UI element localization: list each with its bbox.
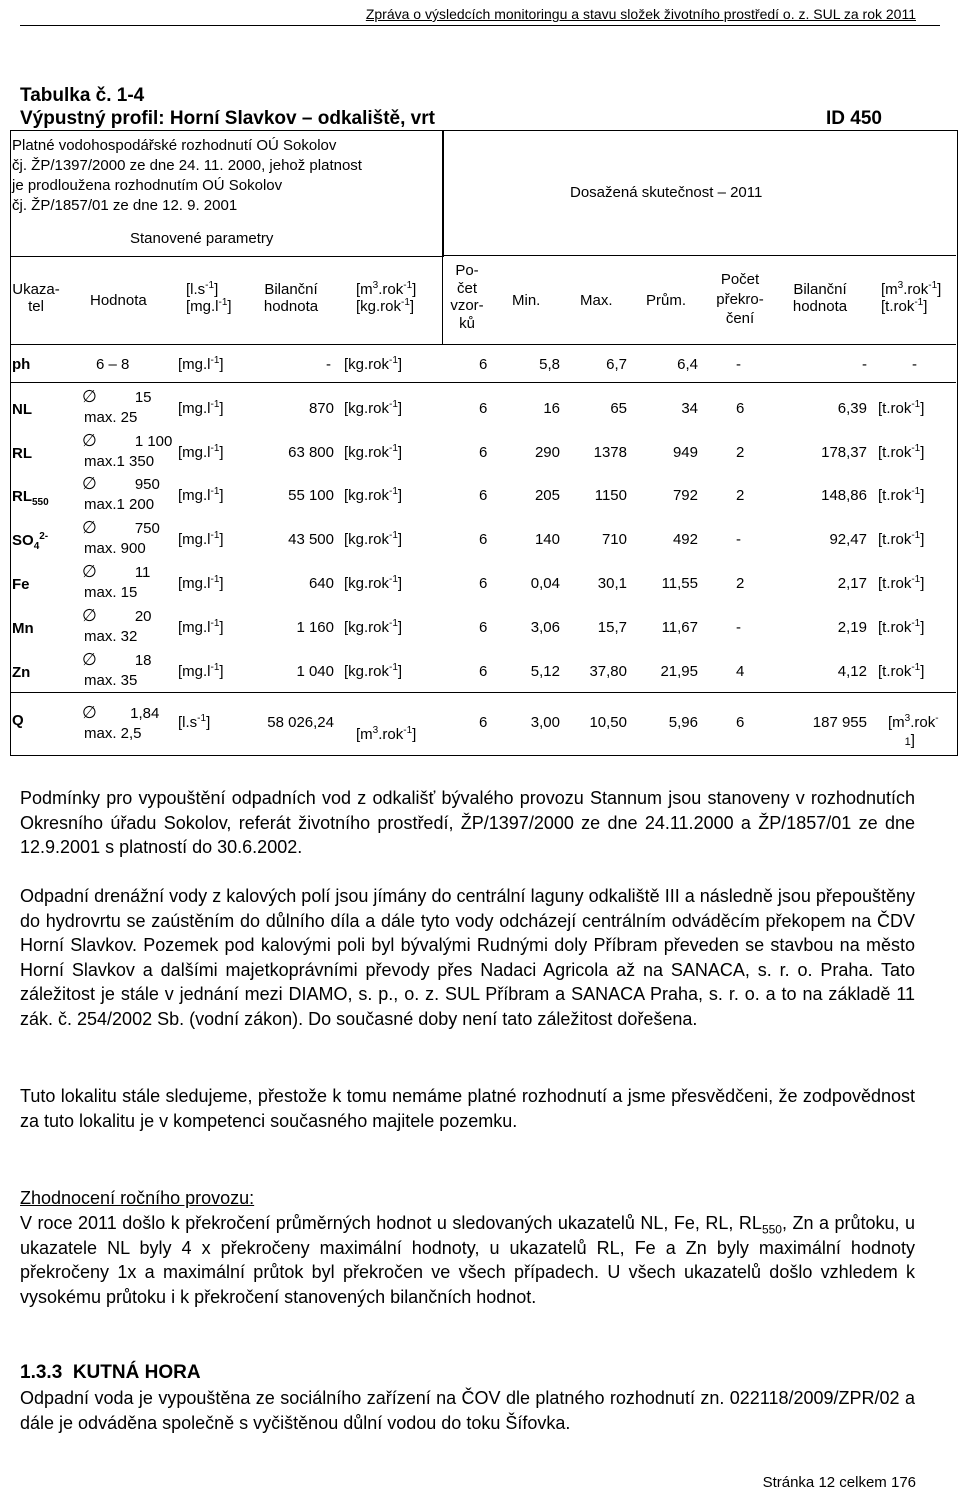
running-header: Zpráva o výsledcích monitoringu a stavu složek životního prostředí o. z. SUL za rok 2011 [365,6,916,22]
row-unit2: [kg.rok$^{-1}$] [344,399,403,417]
unit1-header: $[l.s^{-1}]$ $[mg.l^{-1}]$ [186,280,232,315]
row-avg-value: ∅ 15 [82,387,152,406]
row-avg: 11,67 [661,619,698,636]
row-unit3: [t.rok$^{-1}$] [878,574,925,592]
ph-bal2: - [862,356,867,373]
unit3-header: $[m^3.rok^{-1}]$ [t.rok$^{-1}$] [881,280,942,315]
permit-line-1: Platné vodohospodářské rozhodnutí OÚ Sokolov [12,137,337,154]
row-unit3: [t.rok$^{-1}$] [878,443,925,461]
row-samples: 6 [479,575,488,592]
row-min: 3,06 [530,619,560,636]
row-samples: 6 [479,531,488,548]
row-max-value: max. 35 [84,672,138,689]
row-avg: 34 [681,400,698,417]
row-min: 290 [534,444,560,461]
row-balance2: 92,47 [829,531,867,548]
row-balance: 1 040 [296,663,334,680]
row-balance: 1 160 [296,619,334,636]
q-unit3: [$m^3.rok^-$ 1] [888,713,939,749]
max-header: Max. [580,292,613,309]
row-min: 205 [534,487,560,504]
row-indicator: $RL_{550}$ [12,488,49,508]
indicator-header: Ukaza- tel [12,281,60,315]
row-samples: 6 [479,487,488,504]
paragraph-drainage: Odpadní drenážní vody z kalových polí jsou jímány do centrální laguny odkaliště III a následně jsou přepouštěny do hydrovrtu se zaústěním do důlního díla a dále tyto vody odcházejí centrálním odváděcím překopem na ČDV Horní Slavkov. Pozemek pod kalovými poli byl bývalými Rudnými doly Příbram převeden se stavbou na město Horní Slavkov a dalšími majetkoprávními převody přes Nadaci Agricola až na SANACA, s. r. o. Praha. Tato záležitost je stále v jednání mezi DIAMO, s. p., o. z. SUL Příbram a SANACA Praha, s. r. o. a to na základě 11 zák. č. 254/2002 Sb. (vodní zákon). Do současné doby není tato záležitost dořešena. [20,886,915,1029]
row-exceed: 4 [736,663,745,680]
row-balance: 63 800 [288,444,334,461]
min-header: Min. [512,292,541,309]
ph-unit2: [kg.rok$^{-1}$] [344,355,403,373]
row-unit1: $[mg.l^{-1}]$ [178,574,224,592]
paragraph-monitoring: Tuto lokalitu stále sledujeme, přestože k tomu nemáme platné rozhodnutí a jsme přesvědčeni, že zodpovědnost za tuto lokalitu je v kompetenci současného majitele pozemku. [20,1086,915,1131]
ph-avg: 6,4 [677,356,698,373]
table-title: Tabulka č. 1-4 [20,85,145,106]
row-unit2: [kg.rok$^{-1}$] [344,486,403,504]
samples-header: Po- čet vzor- ků [450,262,484,332]
row-min: 16 [543,400,560,417]
row-unit3: [t.rok$^{-1}$] [878,662,925,680]
row-avg-value: ∅ 11 [82,562,151,581]
row-avg: 792 [672,487,698,504]
row-indicator: $SO_4^{2-}$ [12,531,49,552]
row-unit2: [kg.rok$^{-1}$] [344,443,403,461]
row-min: 5,12 [530,663,560,680]
row-unit1: $[mg.l^{-1}]$ [178,486,224,504]
balance2-header: Bilanční hodnota [792,281,848,315]
row-indicator: Zn [12,664,31,681]
row-max-value: max.1 350 [84,453,155,470]
row-max: 1150 [594,487,627,504]
row-indicator: RL [12,445,32,462]
ph-value: 6 – 8 [96,356,130,373]
row-avg-value: ∅ 18 [82,650,152,669]
avg-header: Prům. [646,292,687,309]
ph-n: 6 [479,356,488,373]
set-params-header: Stanovené parametry [130,230,274,247]
rule [10,692,956,693]
q-avg: 5,96 [668,714,698,731]
row-unit1: $[mg.l^{-1}]$ [178,399,224,417]
row-samples: 6 [479,400,488,417]
q-avg-value: ∅ 1,84 [82,703,160,722]
row-max: 15,7 [597,619,627,636]
rule [10,382,956,383]
q-balance: 58 026,24 [267,714,334,731]
row-max: 1378 [593,444,627,461]
row-unit1: $[mg.l^{-1}]$ [178,662,224,680]
row-balance2: 178,37 [821,444,867,461]
row-avg-value: ∅ 20 [82,606,152,625]
ph-min: 5,8 [539,356,560,373]
q-max-value: max. 2,5 [84,725,142,742]
row-unit2: [kg.rok$^{-1}$] [344,662,403,680]
q-min: 3,00 [530,714,560,731]
row-unit1: $[mg.l^{-1}]$ [178,618,224,636]
row-max-value: max. 25 [84,409,138,426]
row-samples: 6 [479,619,488,636]
q-unit2: $[m^3.rok^{-1}]$ [356,725,417,743]
q-max: 10,50 [589,714,627,731]
profile-title: Výpustný profil: Horní Slavkov – odkaliště, vrt [20,108,435,129]
row-max: 30,1 [597,575,627,592]
page-footer: Stránka 12 celkem 176 [762,1474,916,1491]
row-balance: 870 [308,400,334,417]
row-balance2: 4,12 [837,663,867,680]
exceed-header: Počet překro- čení [716,271,764,327]
row-avg: 949 [672,444,698,461]
row-avg-value: ∅ 1 100 [82,431,173,450]
q-n: 6 [479,714,488,731]
evaluation-heading: Zhodnocení ročního provozu: [20,1188,255,1208]
reached-header: Dosažená skutečnost – 2011 [570,184,763,201]
row-exceed: 2 [736,444,745,461]
row-samples: 6 [479,444,488,461]
row-balance: 640 [308,575,334,592]
paragraph-conditions: Podmínky pro vypouštění odpadních vod z odkališť bývalého provozu Stannum jsou stanoveny v rozhodnutích Okresního úřadu Sokolov, referát životního prostředí, ŽP/1397/2000 ze dne 24.11.2000 a ŽP/1857/01 ze dne 12.9.2001 s platností do 30.6.2002. [20,788,915,857]
row-max-value: max. 15 [84,584,138,601]
row-balance2: 2,19 [837,619,867,636]
row-unit1: $[mg.l^{-1}]$ [178,530,224,548]
row-avg-value: ∅ 950 [82,474,160,493]
row-balance2: 148,86 [821,487,867,504]
row-balance: 55 100 [288,487,334,504]
row-max-value: max. 900 [84,540,146,557]
row-avg: 21,95 [660,663,698,680]
row-unit3: [t.rok$^{-1}$] [878,399,925,417]
unit2-header: $[m^3.rok^{-1}]$ [kg.rok$^{-1}$] [356,280,417,315]
row-balance2: 2,17 [837,575,867,592]
row-avg: 492 [672,531,698,548]
row-avg-value: ∅ 750 [82,518,160,537]
rule [442,255,956,256]
permit-line-4: čj. ŽP/1857/01 ze dne 12. 9. 2001 [12,197,238,214]
profile-id: ID 450 [826,108,882,129]
row-balance: 43 500 [288,531,334,548]
ph-max: 6,7 [606,356,627,373]
q-bal2: 187 955 [812,714,867,731]
ph-balance: - [326,356,331,373]
row-exceed: - [736,531,741,548]
row-unit3: [t.rok$^{-1}$] [878,530,925,548]
row-exceed: 6 [736,400,745,417]
row-indicator: Fe [12,576,30,593]
ph-unit1: $[mg.l^{-1}]$ [178,355,224,373]
balance-header: Bilanční hodnota [263,281,319,315]
ph-exc: - [736,356,741,373]
q-exc: 6 [736,714,745,731]
row-max: 37,80 [589,663,627,680]
permit-line-3: je prodloužena rozhodnutím OÚ Sokolov [12,177,283,194]
row-samples: 6 [479,663,488,680]
row-unit3: [t.rok$^{-1}$] [878,486,925,504]
q-unit1: $[l.s^{-1}]$ [178,713,211,731]
row-min: 0,04 [530,575,560,592]
row-exceed: - [736,619,741,636]
row-max: 710 [601,531,627,548]
row-unit2: [kg.rok$^{-1}$] [344,574,403,592]
row-indicator: Mn [12,620,34,637]
value-header: Hodnota [90,292,147,309]
row-exceed: 2 [736,575,745,592]
ph-unit3: - [912,356,917,373]
permit-line-2: čj. ŽP/1397/2000 ze dne 24. 11. 2000, jehož platnost [12,157,362,174]
row-exceed: 2 [736,487,745,504]
row-max-value: max. 32 [84,628,138,645]
row-unit2: [kg.rok$^{-1}$] [344,618,403,636]
q-name: Q [12,712,24,729]
row-min: 140 [534,531,560,548]
header-rule [20,25,940,26]
row-balance2: 6,39 [837,400,867,417]
ph-name: ph [12,356,31,373]
row-unit2: [kg.rok$^{-1}$] [344,530,403,548]
row-max-value: max.1 200 [84,496,155,513]
section-heading: 1.3.3 KUTNÁ HORA [20,1362,201,1383]
row-max: 65 [610,400,627,417]
row-unit3: [t.rok$^{-1}$] [878,618,925,636]
row-unit1: $[mg.l^{-1}]$ [178,443,224,461]
rule [10,344,956,345]
row-indicator: NL [12,401,32,418]
paragraph-evaluation: V roce 2011 došlo k překročení průměrných hodnot u sledovaných ukazatelů NL, Fe, RL, $RL_{550}$, Zn a průtoku, u ukazatele NL byly 4 x překročeny maximální hodnoty, u ukazatelů RL, Fe a Zn byly maximální hodnoty překročeny 1x a maximální průtok byl překročen ve všech případech. U všech ukazatelů došlo vzhledem k vysokému průtoku i k překročení stanovených bilančních hodnot. [20,1213,915,1307]
section-text: Odpadní voda je vypouštěna ze sociálního zařízení na ČOV dle platného rozhodnutí zn. 022118/2009/ZPR/02 a dále je odváděna společně s vyčištěnou důlní vodou do toku Šífovka. [20,1388,915,1433]
row-avg: 11,55 [661,575,698,592]
